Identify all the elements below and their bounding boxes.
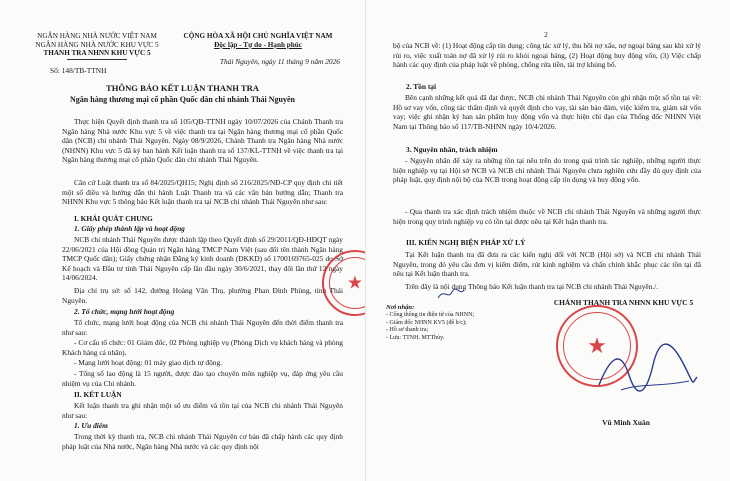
section-heading-3: III. KIẾN NGHỊ BIỆN PHÁP XỬ LÝ	[406, 238, 526, 247]
recipients-block	[386, 304, 526, 342]
subsection-heading-1-1: 1. Giấy phép thành lập và hoạt động	[74, 224, 185, 233]
place-date: Thái Nguyên, ngày 11 tháng 9 năm 2026	[219, 57, 340, 66]
subsection-heading-2-3: 3. Nguyên nhân, trách nhiệm	[406, 145, 498, 154]
document-number: Số: 148/TB-TTNH	[50, 66, 107, 75]
document-subtitle: Ngân hàng thương mại cổ phần Quốc dân chi nhánh Thái Nguyên	[70, 95, 295, 104]
subsection-heading-2-1: 1. Ưu điểm	[74, 421, 108, 430]
paragraph-strengths: Trong thời kỳ thanh tra, NCB chi nhánh Thái Nguyên cơ bản đã chấp hành các quy định pháp luật của Nhà nước, Ngân hàng Nhà nước và các quy định nội	[62, 432, 343, 451]
paragraph-recommendations: Tại Kết luận thanh tra đã đưa ra các kiến nghị đối với NCB (Hội sở) và NCB chi nhánh Thái Nguyên, trong đó yêu cầu đơn vị kiểm điểm, rút kinh nghiệm và chấn chỉnh khắc phục các tồn tại đã nêu tại Kết luận thanh tra.	[393, 250, 701, 279]
page-number: 2	[544, 30, 548, 39]
subsection-heading-1-2: 2. Tổ chức, mạng lưới hoạt động	[74, 307, 175, 316]
page-2	[365, 0, 730, 481]
intro-paragraph-2: Căn cứ Luật thanh tra số 84/2025/QH15; Nghị định số 216/2025/NĐ-CP quy định chi tiết một số điều và hướng dẫn thi hành Luật Thanh tra và các văn bản hướng dẫn; Thanh tra NHNN Khu vực 5 thông báo Kết luận thanh tra tại NCB chi nhánh Thái Nguyên như sau:	[62, 178, 343, 207]
paragraph-address: Địa chỉ trụ sở: số 142, đường Hoàng Văn Thụ, phường Phan Đình Phùng, tỉnh Thái Nguyên.	[62, 286, 343, 305]
recipient-item: - Lưu: TTNH. MTThủy.	[386, 334, 445, 341]
paragraph-staff: - Tổng số lao động là 15 người, được đào tạo chuyên môn nghiệp vụ, đáp ứng yêu cầu nhiệm vụ của Chi nhánh.	[62, 369, 343, 388]
org-line-2: NGÂN HÀNG NHÀ NƯỚC KHU VỰC 5	[35, 40, 159, 49]
paragraph-responsibility: - Qua thanh tra xác định trách nhiệm thuộc về NCB chi nhánh Thái Nguyên và những người thực hiện trong quy trình nghiệp vụ có tồn tại được nêu tại Kết luận thanh tra.	[393, 207, 701, 226]
subsection-heading-2-2: 2. Tồn tại	[406, 82, 437, 91]
initial-signature	[436, 286, 466, 302]
national-motto-block	[168, 32, 348, 49]
paragraph-structure: - Cơ cấu tổ chức: 01 Giám đốc, 02 Phòng nghiệp vụ (Phòng Dịch vụ khách hàng và phòng Khách hàng cá nhân).	[62, 338, 343, 357]
paragraph-shortcomings: Bên cạnh những kết quả đã đạt được, NCB chi nhánh Thái Nguyên còn ghi nhận một số tồn tại về: Hồ sơ vay vốn, công tác thẩm định và quyết định cho vay, tài sản bảo đảm, việc kiểm tra, giám sát vốn vay; việc ghi nhận ký han sản phẩm huy động vốn và thực hiện chỉ đạo của Thống đốc NHNN Việt Nam tại Thông báo số 117/TB-NHNN ngày 10/4/2026.	[393, 93, 701, 131]
section-heading-2: II. KẾT LUẬN	[74, 390, 122, 399]
document-title: THÔNG BÁO KẾT LUẬN THANH TRA	[105, 83, 260, 93]
handwritten-signature	[591, 335, 701, 405]
intro-paragraph-1: Thực hiện Quyết định thanh tra số 105/QĐ-TTNH ngày 10/07/2026 của Chánh Thanh tra Ngân hàng Nhà nước Khu vực 5 về việc thanh tra tại Ngân hàng thương mại cổ phần Quốc dân (NCB) chi nhánh Thái Nguyên. Ngày 08/9/2026, Chánh Thanh tra Ngân hàng Nhà nước (NHNN) Khu vực 5 đã ký ban hành Kết luận thanh tra số 137/KL-TTNH về việc thanh tra tại Ngân hàng thương mại cổ phần Quốc dân chi nhánh Thái Nguyên.	[62, 117, 343, 165]
org-line-3: THANH TRA NHNN KHU VỰC 5	[43, 49, 151, 58]
section-heading-1: I. KHÁI QUÁT CHUNG	[74, 214, 153, 223]
paragraph-network: Tổ chức, mạng lưới hoạt động của NCB chi nhánh Thái Nguyên đến thời điểm thanh tra như sau:	[62, 318, 343, 337]
paragraph-closing: Trên đây là nội dung Thông báo Kết luận thanh tra tại NCB chi nhánh Thái Nguyên./.	[405, 282, 659, 291]
recipient-item: - Hồ sơ thanh tra;	[386, 327, 429, 334]
paragraph-atm: - Mạng lưới hoạt động: 01 máy giao dịch tự động.	[74, 358, 223, 367]
agency-underline	[67, 59, 127, 60]
recipient-item: - Giám đốc NHNN KV5 (để b/c);	[386, 319, 467, 326]
paragraph-conclusion-intro: Kết luận thanh tra ghi nhận một số ưu điểm và tồn tại của NCB chi nhánh Thái Nguyên như sau:	[62, 401, 343, 420]
signer-title: CHÁNH THANH TRA NHNN KHU VỰC 5	[553, 298, 694, 307]
recipients-title: Nơi nhận:	[386, 304, 415, 311]
issuing-agency-block	[22, 32, 172, 60]
seal-star-icon: ★	[346, 272, 364, 293]
seal-star-icon: ★	[587, 333, 607, 358]
signer-name: Vũ Minh Xuân	[602, 418, 650, 427]
org-line-1: NGÂN HÀNG NHÀ NƯỚC VIỆT NAM	[37, 32, 157, 40]
paragraph-compliance: bộ của NCB về: (1) Hoạt động cấp tín dụng; công tác xử lý, thu hồi nợ xấu, nợ ngoại bảng sau khi xử lý rủi ro, việc xuất toán nợ đã xử lý rủi ro khỏi ngoại bảng, (2) Hoạt động huy động vốn, (3) Việc chấp hành các quy định của pháp luật về phòng, chống rửa tiền, tài trợ khủng bố.	[393, 41, 701, 70]
recipient-item: - Cổng thông tin điện tử của NHNN;	[386, 312, 475, 318]
nation-line-2: Độc lập - Tự do - Hạnh phúc	[214, 40, 302, 49]
paragraph-causes: - Nguyên nhân để xảy ra những tồn tại nêu trên do trong quá trình tác nghiệp, những người thực hiện nghiệp vụ tại Hội sở NCB và NCB chi nhánh Thái Nguyên chưa nghiên cứu đầy đủ quy định của pháp luật, quy định nội bộ của NCB trong hoạt động cấp tín dụng và huy động vốn.	[393, 156, 701, 185]
paragraph-license: NCB chi nhánh Thái Nguyên được thành lập theo Quyết định số 29/2011/QĐ-HĐQT ngày 22/06/2021 của Hội đồng Quản trị Ngân hàng TMCP Nam Việt (sau đổi tên thành Ngân hàng TMCP Quốc dân); Giấy chứng nhận Đăng ký kinh doanh (ĐKKD) số 1700169765-025 do Sở Kế hoạch và Đầu tư tỉnh Thái Nguyên cấp lần đầu ngày 30/6/2021, thay đổi lần thứ 12 ngày 14/06/2024.	[62, 235, 343, 283]
nation-line-1: CỘNG HÒA XÃ HỘI CHỦ NGHĨA VIỆT NAM	[183, 32, 333, 40]
